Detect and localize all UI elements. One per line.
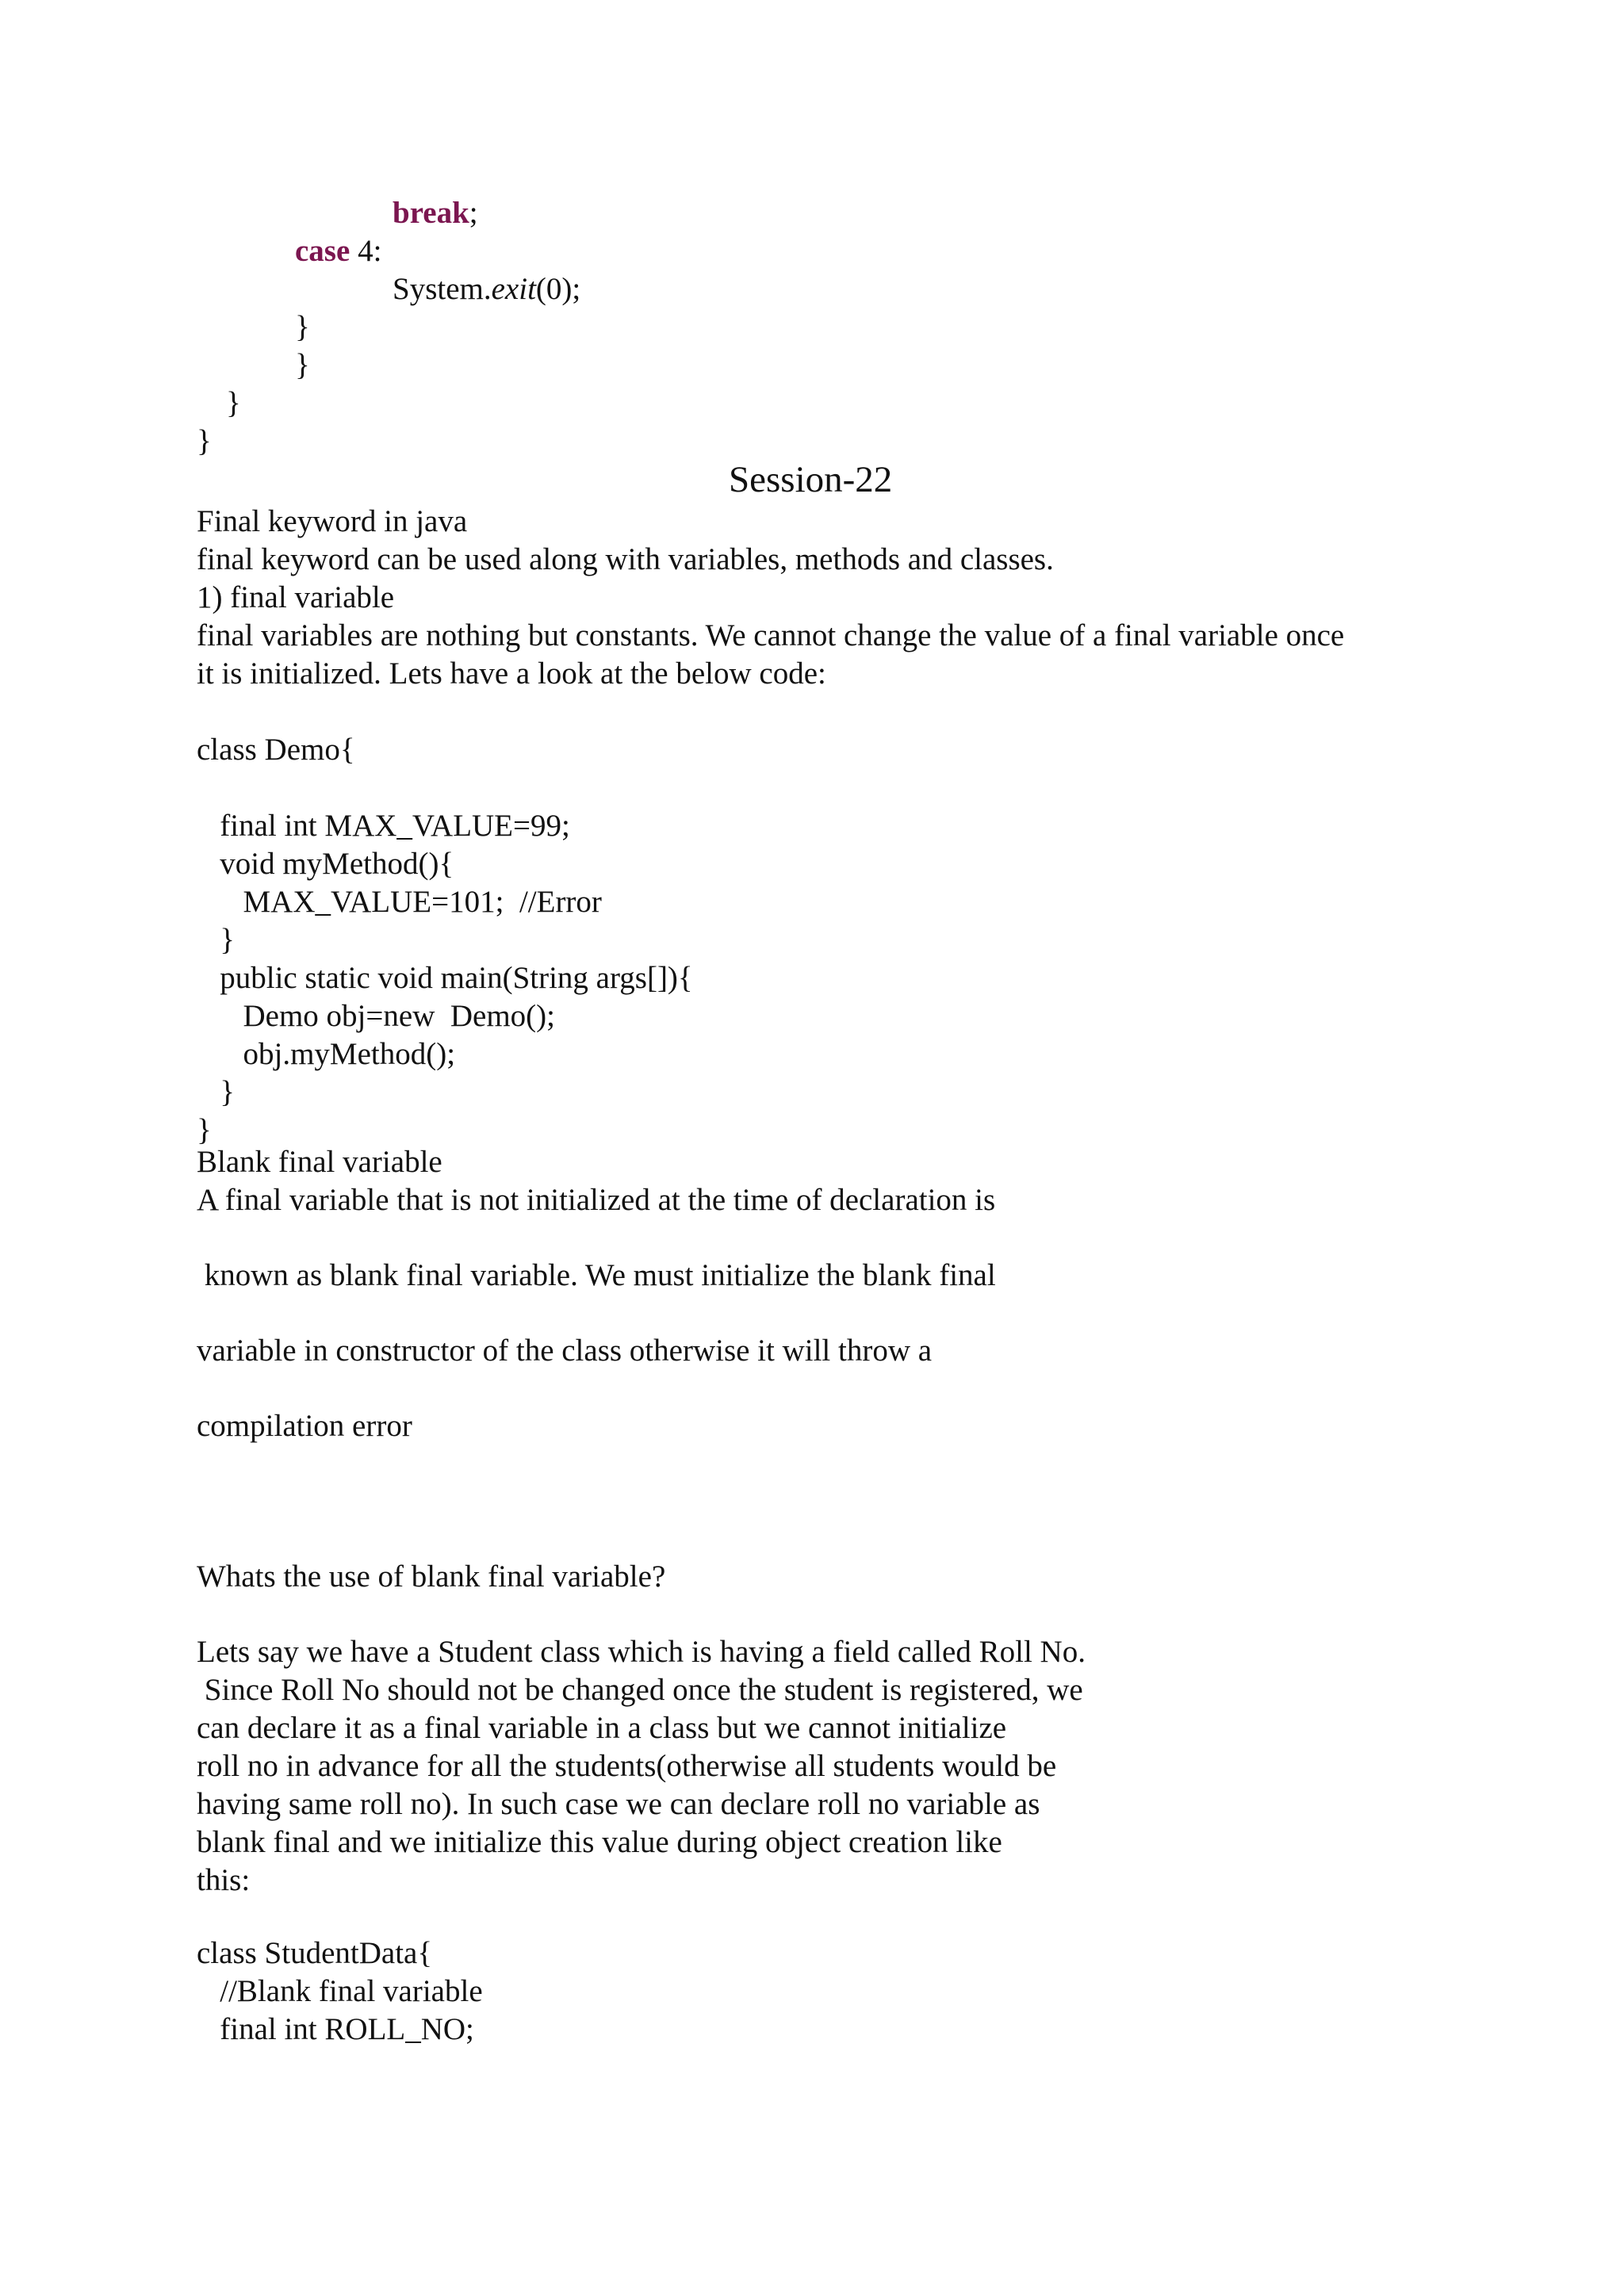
code-line-break: [393, 194, 478, 232]
code-line: public static void main(String args[]){: [197, 961, 693, 995]
keyword-case: case: [295, 234, 350, 268]
keyword-break: break: [393, 196, 469, 230]
paragraph-line: Since Roll No should not be changed once the student is registered, we: [197, 1673, 1083, 1707]
code-line: }: [197, 923, 235, 957]
paragraph-line: having same roll no). In such case we can declare roll no variable as: [197, 1787, 1040, 1821]
code-line: }: [197, 1113, 212, 1147]
code-text: 4:: [350, 234, 382, 268]
paragraph-line: A final variable that is not initialized at the time of declaration is: [197, 1183, 996, 1217]
code-brace: }: [295, 348, 310, 382]
heading-blank-final: Blank final variable: [197, 1145, 442, 1179]
code-brace: }: [226, 386, 241, 420]
code-text: ;: [469, 196, 478, 230]
code-line: class StudentData{: [197, 1936, 433, 1970]
code-line: MAX_VALUE=101; //Error: [197, 885, 602, 919]
code-brace: }: [295, 310, 310, 344]
code-line-exit: [393, 270, 580, 308]
code-line: //Blank final variable: [197, 1974, 483, 2008]
code-brace: }: [197, 424, 212, 458]
question-heading: Whats the use of blank final variable?: [197, 1559, 666, 1594]
paragraph-line: final keyword can be used along with variables, methods and classes.: [197, 542, 1054, 576]
code-line: obj.myMethod();: [197, 1037, 456, 1071]
paragraph-line: known as blank final variable. We must initialize the blank final: [197, 1258, 996, 1292]
code-line: Demo obj=new Demo();: [197, 999, 555, 1033]
code-line: }: [197, 1075, 235, 1109]
paragraph-line: compilation error: [197, 1409, 412, 1443]
paragraph-line: blank final and we initialize this value during object creation like: [197, 1825, 1002, 1859]
paragraph-line: it is initialized. Lets have a look at the below code:: [197, 656, 826, 691]
code-text: (0);: [535, 272, 581, 306]
code-line: class Demo{: [197, 733, 355, 767]
session-title: Session-22: [729, 459, 893, 500]
code-text: System.: [393, 272, 492, 306]
code-italic: exit: [491, 272, 536, 306]
paragraph-line: this:: [197, 1863, 251, 1897]
code-line: void myMethod(){: [197, 847, 454, 881]
paragraph-line: final variables are nothing but constants. We cannot change the value of a final variable once: [197, 618, 1345, 652]
heading-final-keyword: Final keyword in java: [197, 504, 468, 538]
code-line: final int ROLL_NO;: [197, 2012, 474, 2046]
paragraph-line: variable in constructor of the class otherwise it will throw a: [197, 1334, 933, 1368]
paragraph-line: roll no in advance for all the students(otherwise all students would be: [197, 1749, 1057, 1783]
paragraph-line: Lets say we have a Student class which is having a field called Roll No.: [197, 1635, 1086, 1669]
subheading-final-variable: 1) final variable: [197, 580, 395, 614]
paragraph-line: can declare it as a final variable in a class but we cannot initialize: [197, 1711, 1007, 1745]
code-line-case: [295, 232, 381, 270]
code-line: final int MAX_VALUE=99;: [197, 809, 570, 843]
